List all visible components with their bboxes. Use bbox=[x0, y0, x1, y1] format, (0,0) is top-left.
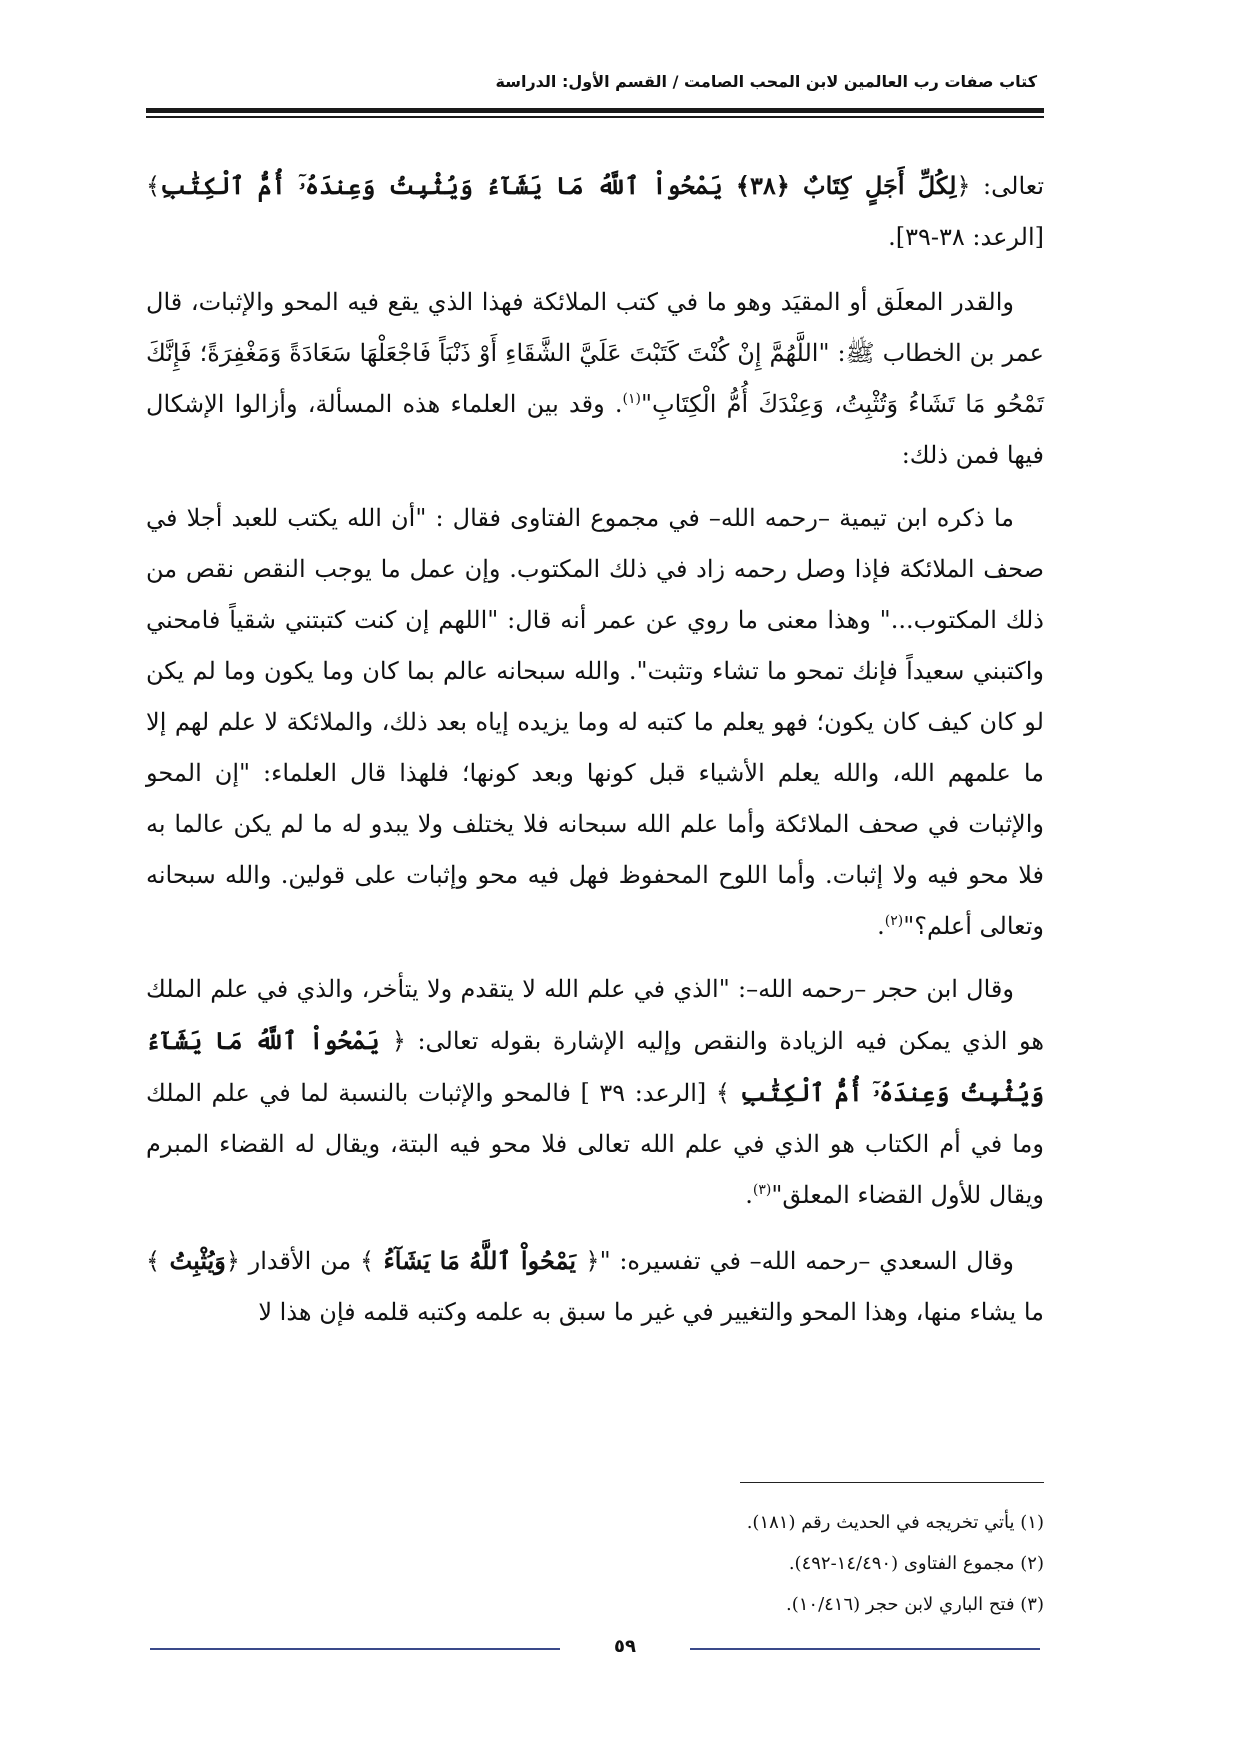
text-run: . bbox=[745, 1181, 753, 1209]
footnote-marker: (٣) bbox=[752, 1182, 772, 1198]
page-number: ٥٩ bbox=[614, 1636, 636, 1657]
text-run: ما ذكره ابن تيمية –رحمه الله– في مجموع الفتاوى فقال : "أن الله يكتب للعبد أجلا في صحف الملائكة فإذا وصل رحمه زاد في ذلك المكتوب. وإن عمل ما يوجب النقص نقص من ذلك المكتوب..." وهذا معنى ما روي عن عمر أنه قال: "اللهم إن كنت كتبتني شقياً فامحني واكتبني سعيداً فإنك تمحو ما تشاء وتثبت". والله سبحانه عالم بما كان وما يكون وما لم يكن لو كان كيف كان يكون؛ فهو يعلم ما كتبه له وما يزيده إياه بعد ذلك، والملائكة لا علم لهم إلا ما علمهم الله، والله يعلم الأشياء قبل كونها وبعد كونها؛ فلهذا قال العلماء: "إن المحو والإثبات في صحف الملائكة وأما علم الله سبحانه فلا يختلف ولا يبدو له ما لم يكن عالما به فلا محو فيه ولا إثبات. وأما اللوح المحفوظ فهل فيه محو وإثبات على قولين. والله سبحانه وتعالى أعلم؟" bbox=[146, 504, 1044, 940]
quran-verse: يَمْحُواْ ٱللَّهُ مَا يَشَآءُ وَيُثْبِتُ وَعِندَهُۥٓ أُمُّ ٱلْكِتَٰبِ bbox=[146, 1026, 1045, 1107]
footnote-1: (١) يأتي تخريجه في الحديث رقم (١٨١). bbox=[746, 1512, 1044, 1533]
text-run: . bbox=[877, 912, 885, 940]
footer-rule-left bbox=[150, 1648, 560, 1650]
running-header-title: كتاب صفات رب العالمين لابن المحب الصامت / القسم الأول: الدراسة bbox=[495, 72, 1037, 91]
quran-close-bracket: ﴾ bbox=[715, 1079, 730, 1107]
text-run: [الرعد: ٣٩ ] فالمحو والإثبات بالنسبة لما في علم الملك وما في أم الكتاب هو الذي في علم الله تعالى فلا محو فيه البتة، ويقال له القضاء المبرم ويقال للأول القضاء المعلق" bbox=[146, 1079, 1044, 1209]
paragraph-saadi bbox=[146, 1235, 1044, 1338]
paragraph-verse-citation bbox=[146, 160, 1044, 263]
header-rule bbox=[146, 108, 1044, 113]
verse-reference: [الرعد: ٣٨-٣٩]. bbox=[888, 223, 1044, 251]
footnote-2: (٢) مجموع الفتاوى (١٤/٤٩٠-٤٩٢). bbox=[788, 1553, 1044, 1574]
text-run: . وقد بين العلماء هذه المسألة، وأزالوا الإشكال فيها فمن ذلك: bbox=[146, 390, 1044, 469]
quran-verse: يَمْحُواْ ٱللَّهُ مَا يَشَآءُ bbox=[374, 1246, 586, 1275]
quran-close-bracket: ﴾ bbox=[146, 1247, 161, 1275]
text-run: والقدر المعلَق أو المقيَد وهو ما في كتب الملائكة فهذا الذي يقع فيه المحو والإثبات، قال عمر بن الخطاب ﷺ: "اللَّهُمَّ إِنْ كُنْتَ كَتَبْتَ عَلَيَّ الشَّقَاءِ أَوْ ذَنْبَاً فَاجْعَلْهَا سَعَادَةً وَمَغْفِرَةً؛ فَإِنَّكَ تَمْحُو مَا تَشَاءُ وَتُثْبِتُ، وَعِنْدَكَ أُمُّ الْكِتَابِ" bbox=[146, 288, 1044, 418]
paragraph-ibn-taymiyyah bbox=[146, 493, 1044, 952]
text-run: وقال ابن حجر –رحمه الله–: "الذي في علم الله لا يتقدم ولا يتأخر، والذي في علم الملك هو الذي يمكن فيه الزيادة والنقص وإليه الإشارة بقوله تعالى: bbox=[146, 975, 1044, 1055]
footnote-marker: (١) bbox=[622, 391, 641, 407]
quran-open-bracket: ﴿ bbox=[391, 1027, 406, 1055]
paragraph-ibn-hajar bbox=[146, 964, 1044, 1221]
header-rule-thin bbox=[146, 116, 1044, 118]
text-run: تعالى: bbox=[970, 172, 1045, 200]
footer-rule-right bbox=[690, 1648, 1040, 1650]
quran-verse: وَيُثْبِتُ bbox=[160, 1246, 226, 1275]
paragraph-muallaq bbox=[146, 277, 1044, 481]
quran-close-bracket: ﴾ bbox=[359, 1247, 375, 1275]
footnote-separator bbox=[740, 1482, 1044, 1483]
text-run: وقال السعدي –رحمه الله– في تفسيره: " bbox=[599, 1247, 1015, 1275]
footnote-marker: (٢) bbox=[884, 913, 904, 929]
quran-open-bracket: ﴿ bbox=[585, 1247, 600, 1275]
main-body-text bbox=[146, 160, 1044, 1338]
text-run: من الأقدار bbox=[239, 1247, 360, 1275]
footnote-3: (٣) فتح الباري لابن حجر (١٠/٤١٦). bbox=[785, 1594, 1044, 1615]
quran-close-bracket: ﴾ bbox=[146, 172, 161, 200]
text-run: ما يشاء منها، وهذا المحو والتغيير في غير ما سبق به علمه وكتبه قلمه فإن هذا لا bbox=[258, 1298, 1044, 1326]
quran-open-bracket: ﴿ bbox=[956, 172, 971, 200]
footnotes bbox=[146, 1502, 1044, 1625]
quran-verse: لِكُلِّ أَجَلٍ كِتَابٌ ﴿٣٨﴾ يَمْحُواْ ٱللَّهُ مَا يَشَآءُ وَيُثْبِتُ وَعِندَهُۥٓ أُمُّ ٱلْكِتَٰبِ bbox=[160, 171, 957, 200]
quran-open-bracket: ﴿ bbox=[225, 1247, 240, 1275]
